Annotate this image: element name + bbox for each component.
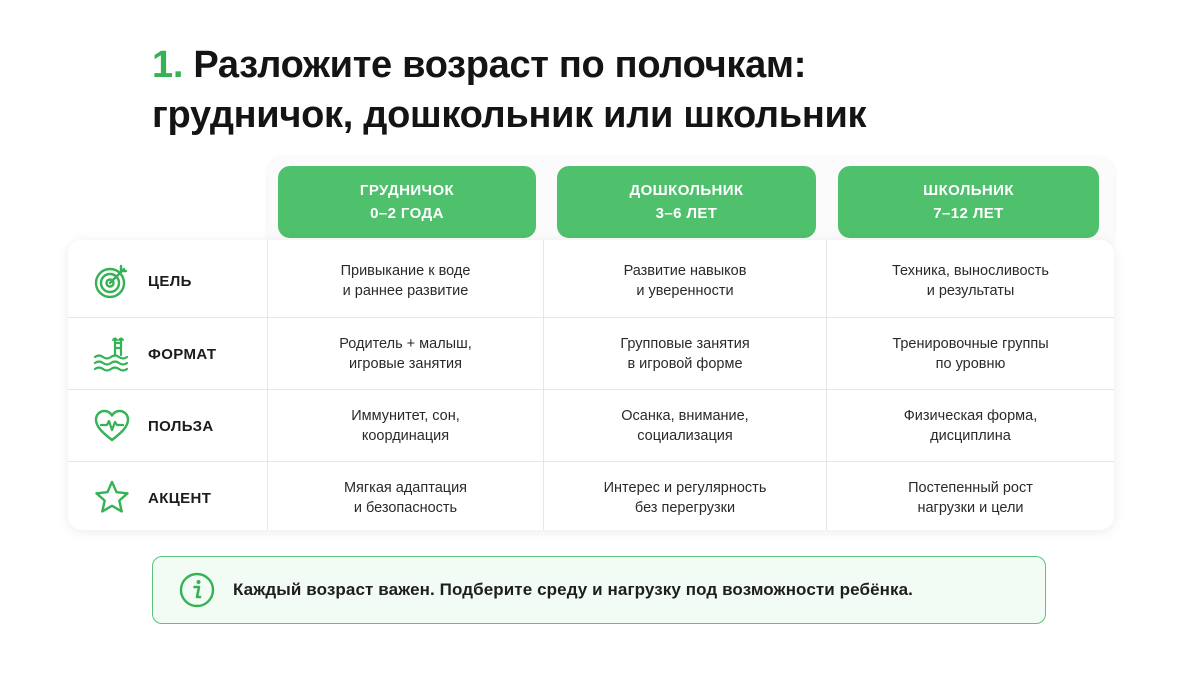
pool-icon [92,334,132,374]
target-icon [92,261,132,301]
star-icon [92,478,132,518]
row-label: ПОЛЬЗА [148,417,214,435]
table-row [68,245,1114,317]
column-name: ДОШКОЛЬНИК [629,182,744,199]
table-cell: Иммунитет, сон, координация [351,408,460,444]
row-label: ФОРМАТ [148,345,217,363]
column-age: 7–12 ЛЕТ [933,205,1004,222]
info-icon [179,572,215,608]
table-row [68,389,1114,462]
column-header-preschooler [557,166,816,238]
info-callout [152,556,1046,624]
column-header-infant [278,166,536,238]
table-row [68,317,1114,390]
column-name: ГРУДНИЧОК [359,182,455,199]
column-header-schoolchild [838,166,1099,238]
column-name: ШКОЛЬНИК [923,182,1014,199]
table-row [68,461,1114,530]
table-cell: Групповые занятия в игровой форме [620,336,750,372]
row-label-cell [68,390,268,462]
row-label: ЦЕЛЬ [148,272,192,290]
table-cell: Мягкая адаптация и безопасность [343,480,468,516]
table-cell: Развитие навыков и уверенности [623,263,747,299]
table-cell: Техника, выносливость и результаты [892,263,1049,299]
slide-title [152,40,866,140]
column-age: 3–6 ЛЕТ [655,205,718,222]
table-cell: Привыкание к воде и раннее развитие [340,263,471,299]
column-age: 0–2 ГОДА [370,205,444,222]
table-cell: Тренировочные группы по уровню [892,336,1049,372]
info-text: Каждый возраст важен. Подберите среду и нагрузку под возможности ребёнка. [233,580,913,599]
table-cell: Родитель + малыш, игровые занятия [339,336,472,372]
heart-pulse-icon [92,406,132,446]
table-cell: Интерес и регулярность без перегрузки [603,480,767,516]
row-label-cell [68,318,268,390]
table-cell: Постепенный рост нагрузки и цели [908,480,1033,516]
title-line1: Разложите возраст по полочкам: [193,44,807,86]
table-cell: Осанка, внимание, социализация [621,408,749,444]
row-label-cell [68,245,268,317]
row-label: АКЦЕНТ [148,489,212,507]
title-line2: грудничок, дошкольник или школьник [152,94,867,136]
table-cell: Физическая форма, дисциплина [903,408,1038,444]
title-number: 1. [152,44,184,86]
comparison-table [68,240,1114,530]
row-label-cell [68,462,268,530]
